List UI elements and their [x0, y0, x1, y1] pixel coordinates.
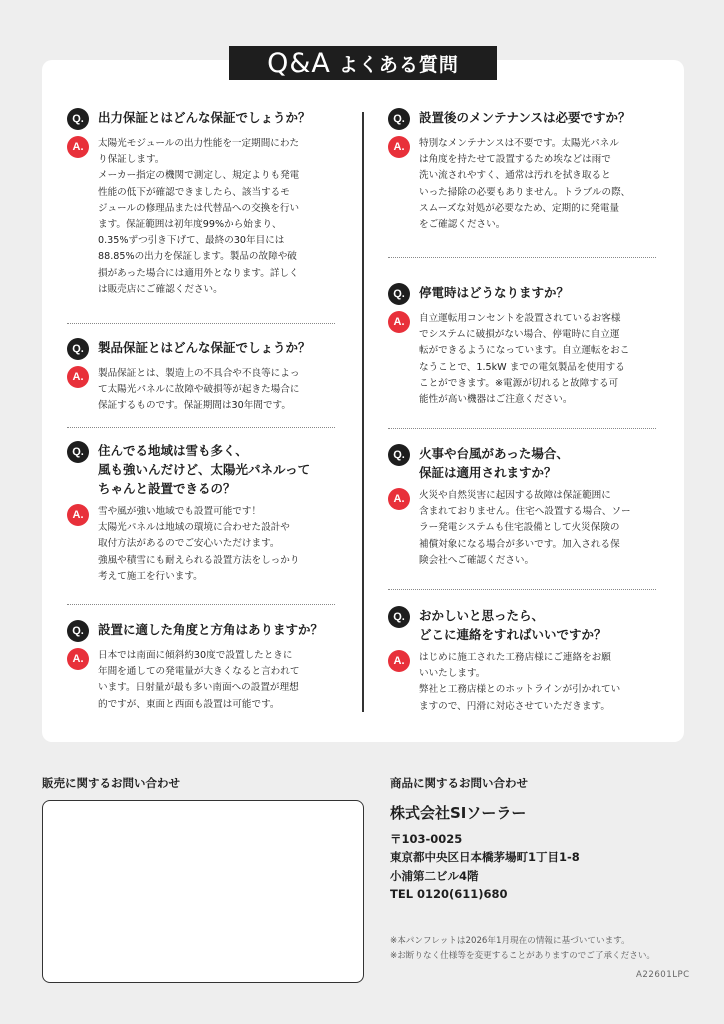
dotted-divider [67, 323, 335, 324]
a-badge: A. [67, 366, 89, 388]
faq-question: 火事や台風があった場合、 保証は適用されますか？ [419, 446, 569, 480]
a-badge: A. [388, 650, 410, 672]
faq-answer: はじめに施工された工務店様にご連絡をお願 いいたします。 弊社と工務店様とのホットラインが引かれてい ますので、円滑に対応させていただきます。 [419, 652, 621, 712]
document-code: A22601LPC [636, 970, 690, 980]
q-badge: Q. [388, 283, 410, 305]
company-name: 株式会社SIソーラー [390, 804, 527, 822]
banner-qa: Q&A [267, 47, 331, 79]
q-badge: Q. [388, 444, 410, 466]
faq-item-power-outage [388, 283, 658, 408]
faq-answer: 雪や風が強い地域でも設置可能です！ 太陽光パネルは地域の環境に合わせた設計や 取付方法があるのでご安心いただけます。 強風や積雪にも耐えられる設置方法をしっかり 考えて施工を行います。 [98, 506, 300, 582]
faq-answer: 太陽光モジュールの出力性能を一定期間にわた り保証します。 メーカー指定の機関で測定し、規定よりも発電 性能の低下が確認できましたら、該当するモ ジュールの修理品または代替品への交換を行い ます。保証範囲は初年度99%から始まり、 0.35%ずつ引き下げて、最終の30年目には 88.85%の出力を保証します。製品の故障や破 損があった場合には適用外となります。詳しく は販売店にご確認ください。 [98, 138, 300, 295]
footnotes [390, 934, 655, 964]
a-badge: A. [388, 311, 410, 333]
faq-answer: 日本では南面に傾斜約30度で設置したときに 年間を通しての発電量が大きくなると言われて います。日射量が最も多い南面への設置が理想 的ですが、東面と西面も設置は可能です。 [98, 650, 300, 710]
faq-answer: 特別なメンテナンスは不要です。太陽光パネル は角度を持たせて設置するため埃などは雨で 洗い流されやすく、通常は汚れを拭き取ると いった掃除の必要もありません。トラブルの際、 スムーズな対処が必要なため、定期的に発電量 をご確認ください。 [419, 138, 631, 231]
q-badge: Q. [67, 441, 89, 463]
dotted-divider [67, 604, 335, 605]
a-badge: A. [388, 488, 410, 510]
faq-item-product-warranty [67, 338, 337, 415]
faq-item-output-warranty [67, 108, 337, 298]
a-badge: A. [67, 136, 89, 158]
q-badge: Q. [388, 606, 410, 628]
sales-contact-box [42, 800, 364, 983]
faq-answer: 製品保証とは、製造上の不具合や不良等によっ て太陽光パネルに故障や破損等が起きた場合に 保証するものです。保証期間は30年間です。 [98, 368, 300, 412]
telephone: TEL 0120(611)680 [390, 886, 508, 901]
company-address [390, 830, 580, 903]
faq-item-angle-direction [67, 620, 337, 713]
faq-question: 設置後のメンテナンスは必要ですか？ [419, 110, 631, 125]
dotted-divider [388, 589, 656, 590]
footnote-spec: ※お断りなく仕様等を変更することがありますのでご了承ください。 [390, 951, 656, 961]
column-divider [362, 112, 364, 712]
dotted-divider [388, 257, 656, 258]
dotted-divider [67, 427, 335, 428]
faq-question: 出力保証とはどんな保証でしょうか？ [98, 110, 311, 125]
address-line-2: 小浦第二ビル4階 [390, 868, 479, 883]
faq-question: 製品保証とはどんな保証でしょうか？ [98, 340, 311, 355]
faq-banner [229, 46, 497, 80]
faq-question: 住んでる地域は雪も多く、 風も強いんだけど、太陽光パネルって ちゃんと設置できるの？ [98, 443, 311, 496]
product-inquiry-label: 商品に関するお問い合わせ [390, 776, 528, 790]
dotted-divider [388, 428, 656, 429]
faq-answer: 火災や自然災害に起因する故障は保証範囲に 含まれておりません。住宅へ設置する場合、ソー ラー発電システムも住宅設備として火災保険の 補償対象になる場合が多いです。加入される保 険会社へご確認ください。 [419, 490, 631, 566]
faq-item-fire-typhoon [388, 444, 658, 569]
footnote-date: ※本パンフレットは2026年1月現在の情報に基づいています。 [390, 936, 630, 946]
postal-code: 〒103-0025 [390, 832, 463, 846]
faq-question: 設置に適した角度と方角はありますか？ [98, 622, 324, 637]
q-badge: Q. [67, 338, 89, 360]
faq-question: 停電時はどうなりますか？ [419, 285, 570, 300]
a-badge: A. [67, 504, 89, 526]
faq-item-snow-wind [67, 441, 337, 585]
faq-item-maintenance [388, 108, 658, 233]
banner-subtitle: よくある質問 [338, 53, 459, 76]
q-badge: Q. [67, 108, 89, 130]
faq-question: おかしいと思ったら、 どこに連絡をすればいいですか？ [419, 608, 607, 642]
address-line-1: 東京都中央区日本橋茅場町1丁目1-8 [390, 850, 580, 865]
a-badge: A. [388, 136, 410, 158]
faq-answer: 自立運転用コンセントを設置されているお客様 でシステムに破損がない場合、停電時に自立運 転ができるようになっています。自立運転をおこ なうことで、1.5kW までの電気製品を使用する ことができます。※電源が切れると故障する可 能性が高い機器はご注意ください。 [419, 313, 630, 406]
a-badge: A. [67, 648, 89, 670]
q-badge: Q. [67, 620, 89, 642]
faq-item-contact [388, 606, 658, 715]
sales-inquiry-label: 販売に関するお問い合わせ [42, 776, 180, 790]
q-badge: Q. [388, 108, 410, 130]
